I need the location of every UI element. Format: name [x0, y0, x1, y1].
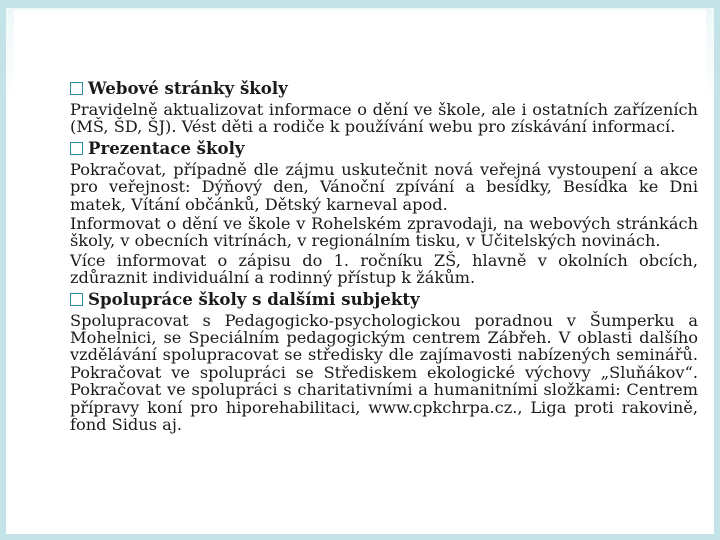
square-bullet-icon [70, 142, 83, 155]
section-heading [70, 289, 698, 310]
square-bullet-icon [70, 293, 83, 306]
slide [14, 10, 706, 530]
section-heading [70, 138, 698, 159]
square-bullet-icon [70, 82, 83, 95]
paragraph: Pravidelně aktualizovat informace o dění ve škole, ale i ostatních zařízeních (MŠ, ŠD, ŠJ). Vést děti a rodiče k používání webu pro získávání informací. [70, 100, 698, 137]
section-heading-text: Spolupráce školy s dalšími subjekty [88, 288, 420, 309]
section-heading-text: Prezentace školy [88, 137, 245, 158]
paragraph: Pokračovat, případně dle zájmu uskutečnit nová veřejná vystoupení a akce pro veřejnost: Dýňový den, Vánoční zpívání a besídky, Besídka ke Dni matek, Vítání občánků, Dětský karneval apod. [70, 159, 698, 214]
section-heading-text: Webové stránky školy [88, 78, 288, 98]
section-heading [70, 78, 698, 99]
paragraph: Více informovat o zápisu do 1. ročníku ZŠ, hlavně v okolních obcích, zdůraznit individuální a rodinný přístup k žákům. [70, 250, 698, 288]
slide-content [70, 76, 698, 436]
paragraph: Spolupracovat s Pedagogicko-psychologickou poradnou v Šumperku a Mohelnici, se Speciálním pedagogickým centrem Zábřeh. V oblasti dalšího vzdělávání spolupracovat se středisky dle zajímavosti nabízených seminářů. Pokračovat ve spolupráci se Střediskem ekologické výchovy „Sluňákov“. Pokračovat ve spolupráci s charitativními a humanitními složkami: Centrem přípravy koní pro hiporehabilitaci, www.cpkchrpa.cz., Liga proti rakovině, fond Sidus aj. [70, 310, 698, 435]
paragraph: Informovat o dění ve škole v Rohelském zpravodaji, na webových stránkách školy, v obecních vitrínách, v regionálním tisku, v Učitelských novinách. [70, 214, 698, 251]
